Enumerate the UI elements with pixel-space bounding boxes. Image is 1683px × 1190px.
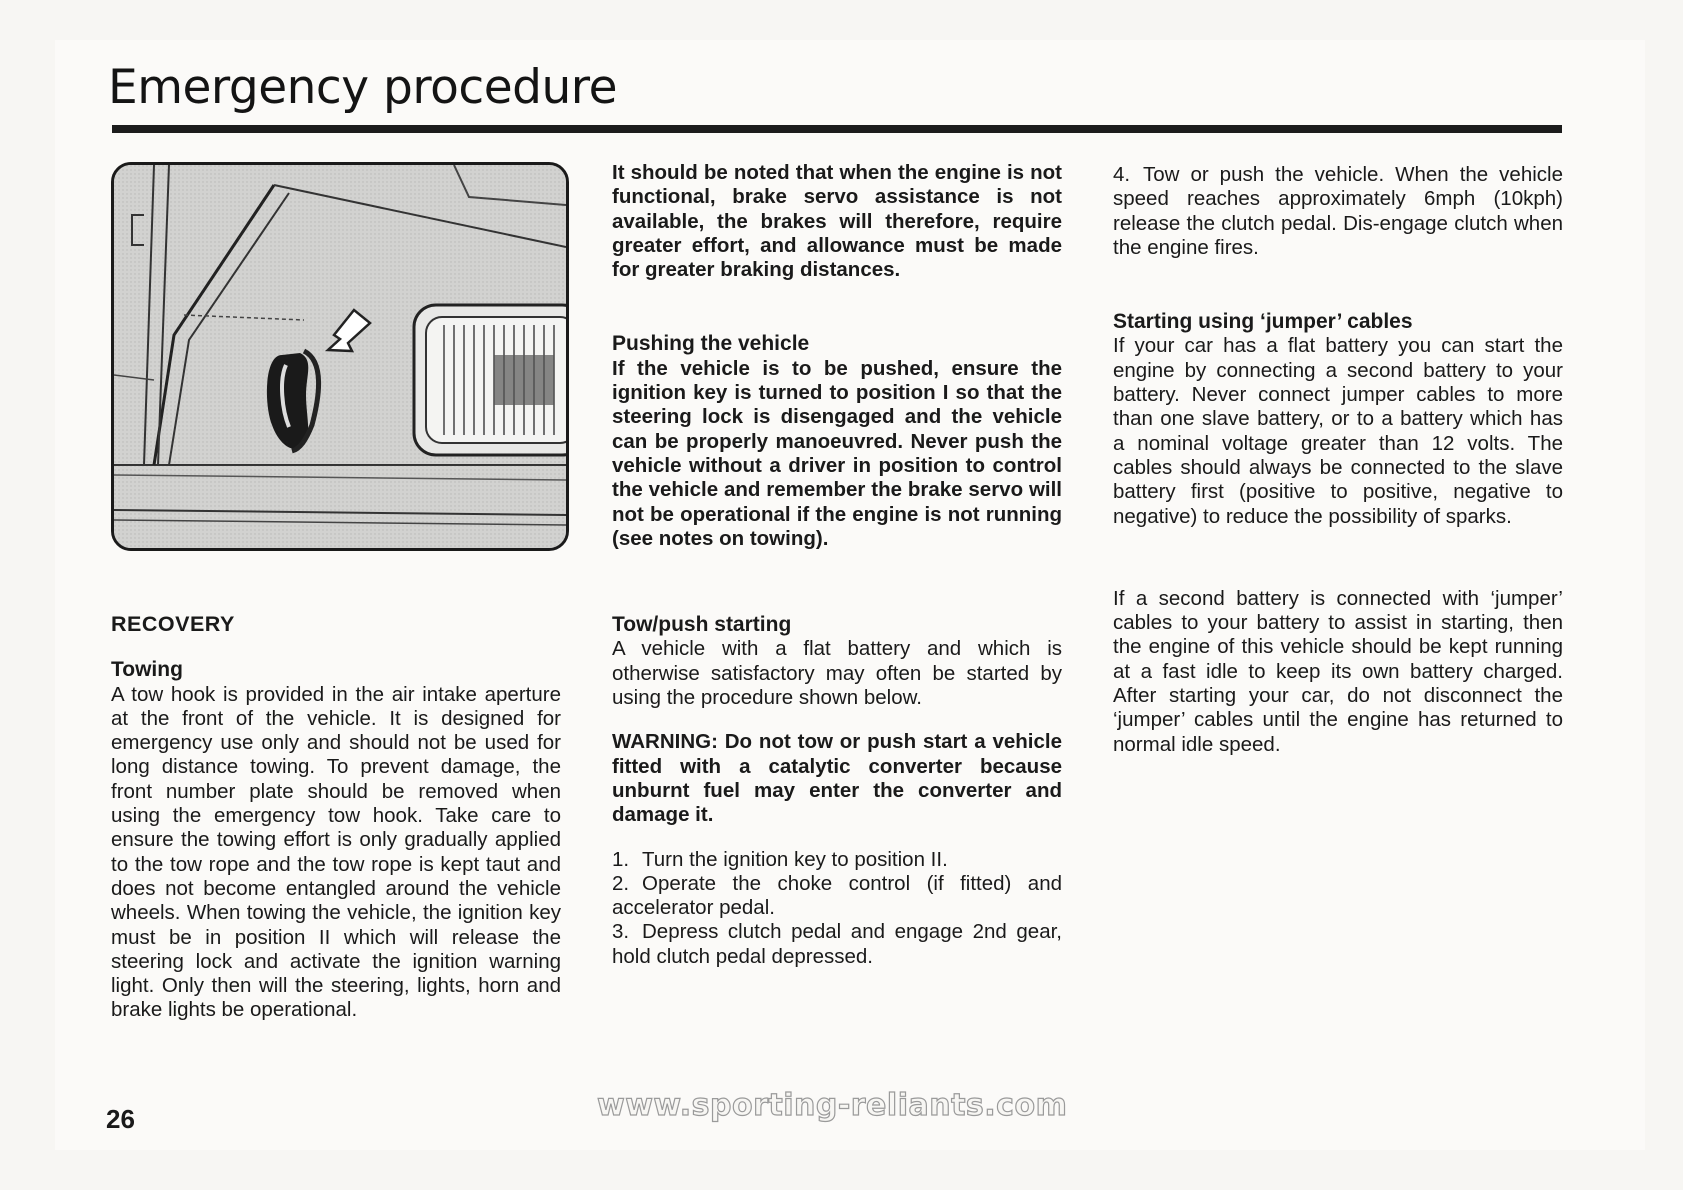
recovery-heading: RECOVERY — [111, 612, 235, 636]
jumper-text: If your car has a flat battery you can start the engine by connecting a second battery to your battery. Never connect jumper cables to more than one slave battery, or to a battery which has a nominal voltage greater than 12 volts. The cables should always be connected to the slave battery first (positive to positive, negative to negative) to reduce the possibility of sparks. — [1113, 334, 1563, 528]
list-item — [612, 920, 1062, 969]
watermark: www.sporting-reliants.com — [597, 1088, 1068, 1123]
step-text: Operate the choke control (if fitted) and accelerator pedal. — [612, 871, 1062, 920]
towpush-text: A vehicle with a flat battery and which is otherwise satisfactory may often be started by using the procedure shown below. — [612, 637, 1062, 710]
jumper-heading: Starting using ‘jumper’ cables — [1113, 310, 1413, 334]
column-1 — [111, 612, 561, 1023]
step-4 — [1113, 163, 1563, 260]
page-title: Emergency procedure — [108, 60, 617, 115]
list-item — [612, 848, 1062, 872]
step-number: 3. — [612, 920, 630, 944]
pushing-text: If the vehicle is to be pushed, ensure the ignition key is turned to position I so that the steering lock is disengaged and the vehicle can be properly manoeuvred. Never push the vehicle without a driver in position to control the vehicle and remember the brake servo will not be operational if the engine is not running (see notes on towing). — [612, 356, 1062, 550]
second-battery-text: If a second battery is connected with ‘jumper’ cables to your battery to assist in starting, then the engine of this vehicle should be kept running at a fast idle to keep its own battery charged. After starting your car, do not disconnect the ‘jumper’ cables until the engine has returned to normal idle speed. — [1113, 586, 1563, 756]
step-number: 2. — [612, 871, 630, 895]
towing-text: A tow hook is provided in the air intake aperture at the front of the vehicle. It is designed for emergency use only and should not be used for long distance towing. To prevent damage, the front number plate should be removed when using the emergency tow hook. Take care to ensure the towing effort is only gradually applied to the tow rope and the tow rope is kept taut and does not become entangled around the vehicle wheels. When towing the vehicle, the ignition key must be in position II which will release the steering lock and activate the ignition warning light. Only then will the steering, lights, horn and brake lights be operational. — [111, 682, 561, 1022]
tow-hook-figure — [111, 162, 569, 551]
pushing-heading: Pushing the vehicle — [612, 332, 810, 356]
step-text: Turn the ignition key to position II. — [642, 847, 948, 871]
step-text: Depress clutch pedal and engage 2nd gear, hold clutch pedal depressed. — [612, 920, 1062, 968]
title-rule — [112, 125, 1562, 133]
step-number: 1. — [612, 847, 630, 871]
step-number: 4. — [1113, 163, 1131, 186]
catalytic-warning: WARNING: Do not tow or push start a vehicle fitted with a catalytic converter because unburnt fuel may enter the converter and damage it. — [612, 730, 1062, 827]
step-text: Tow or push the vehicle. When the vehicle speed reaches approximately 6mph (10kph) release the clutch pedal. Dis-engage clutch when the engine fires. — [1113, 163, 1563, 259]
column-3 — [1113, 163, 1563, 757]
tow-hook-illustration — [114, 165, 566, 548]
list-item — [612, 872, 1062, 921]
engine-not-functional-note: It should be noted that when the engine is not functional, brake servo assistance is not available, the brakes will therefore, require greater effort, and allowance must be made for greater braking distances. — [612, 161, 1062, 282]
towing-heading: Towing — [111, 658, 183, 682]
page-number: 26 — [106, 1104, 135, 1134]
towpush-heading: Tow/push starting — [612, 613, 792, 637]
column-2 — [612, 161, 1062, 969]
start-steps-list — [612, 848, 1062, 969]
